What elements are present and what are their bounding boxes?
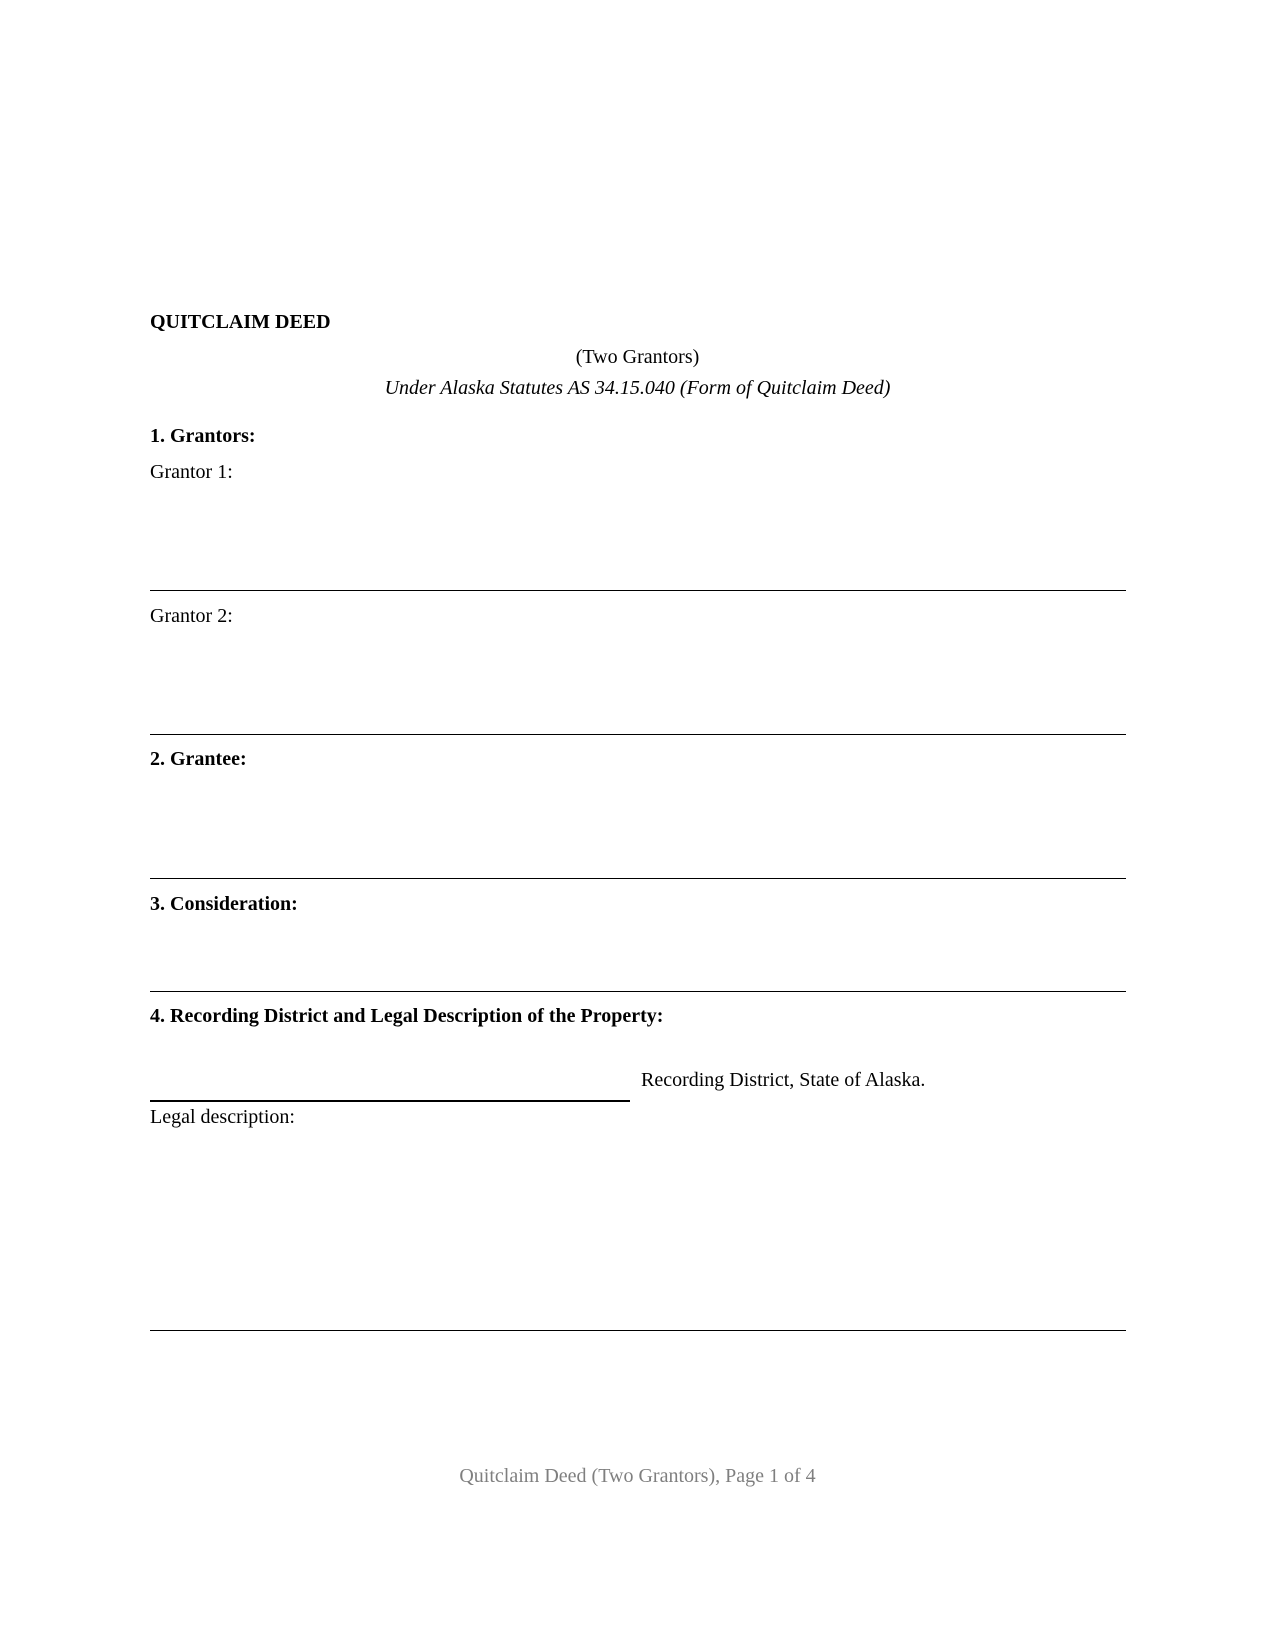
legal-description-field-line[interactable] xyxy=(150,1330,1126,1331)
grantors-heading: 1. Grantors: xyxy=(150,425,256,447)
page-footer: Quitclaim Deed (Two Grantors), Page 1 of 4 xyxy=(459,1465,816,1487)
recording-district-field-line[interactable] xyxy=(150,1100,630,1102)
document-title: QUITCLAIM DEED xyxy=(150,311,331,333)
recording-district-suffix: Recording District, State of Alaska. xyxy=(641,1069,926,1091)
grantor-1-field-line[interactable] xyxy=(150,590,1126,591)
document-subtitle: (Two Grantors) xyxy=(575,346,700,368)
grantee-field-line[interactable] xyxy=(150,878,1126,879)
grantor-2-label: Grantor 2: xyxy=(150,605,233,627)
recording-district-heading: 4. Recording District and Legal Description of the Property: xyxy=(150,1005,664,1027)
grantor-1-label: Grantor 1: xyxy=(150,461,233,483)
consideration-heading: 3. Consideration: xyxy=(150,893,298,915)
consideration-field-line[interactable] xyxy=(150,991,1126,992)
grantor-2-field-line[interactable] xyxy=(150,734,1126,735)
legal-description-label: Legal description: xyxy=(150,1106,295,1128)
statute-reference: Under Alaska Statutes AS 34.15.040 (Form of Quitclaim Deed) xyxy=(384,377,891,399)
grantee-heading: 2. Grantee: xyxy=(150,748,247,770)
